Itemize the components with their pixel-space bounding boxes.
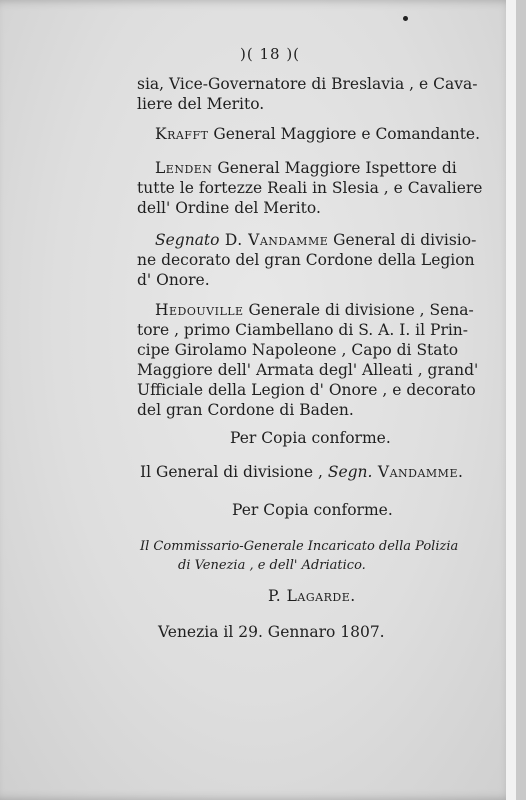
person-name: D. Vandamme (219, 231, 329, 249)
copy-conform-1: Per Copia conforme. (230, 429, 391, 447)
ink-spot (403, 16, 408, 21)
text-line: tutte le fortezze Reali in Slesia , e Cavaliere (137, 179, 483, 197)
text-line: Ufficiale della Legion d' Onore , e decorato (137, 381, 476, 399)
person-name: Hedouville (155, 301, 244, 319)
entry-text: General Maggiore e Comandante. (208, 125, 481, 143)
entry-text: General Maggiore Ispettore di (212, 159, 457, 177)
text-line: del gran Cordone di Baden. (137, 401, 354, 419)
date-line: Venezia il 29. Gennaro 1807. (158, 623, 385, 641)
text-line: sia, Vice-Governatore di Breslavia , e Cava- (137, 75, 478, 93)
entry-text: Generale di divisione , Sena- (243, 301, 474, 319)
person-name: Lenden (155, 159, 213, 177)
text-line: dell' Ordine del Merito. (137, 199, 321, 217)
entry-vandamme (155, 230, 476, 250)
signed-label: Segn. (327, 463, 373, 481)
general-signature (140, 462, 463, 482)
commissioner-title: Il Commissario-Generale Incaricato della Polizia (140, 539, 459, 554)
person-name: Krafft (155, 125, 209, 143)
text-line: liere del Merito. (137, 95, 265, 113)
copy-conform-2: Per Copia conforme. (232, 501, 393, 519)
entry-hedouville (155, 300, 474, 320)
signatory-name: P. Lagarde. (268, 587, 356, 605)
text-line: ne decorato del gran Cordone della Legion (137, 251, 475, 269)
text-line: tore , primo Ciambellano di S. A. I. il Prin- (137, 321, 469, 339)
person-name: Vandamme. (372, 463, 464, 481)
entry-text: Il General di divisione , (140, 463, 328, 481)
commissioner-title: di Venezia , e dell' Adriatico. (178, 558, 366, 573)
page-number: )( 18 )( (240, 45, 301, 63)
signed-label: Segnato (155, 231, 220, 249)
text-line: d' Onore. (137, 271, 210, 289)
entry-lenden (155, 158, 457, 178)
text-line: Maggiore dell' Armata degl' Alleati , grand' (137, 361, 479, 379)
entry-krafft (155, 124, 480, 144)
entry-text: General di divisio- (328, 231, 477, 249)
page-edge (506, 0, 516, 800)
text-line: cipe Girolamo Napoleone , Capo di Stato (137, 341, 459, 359)
